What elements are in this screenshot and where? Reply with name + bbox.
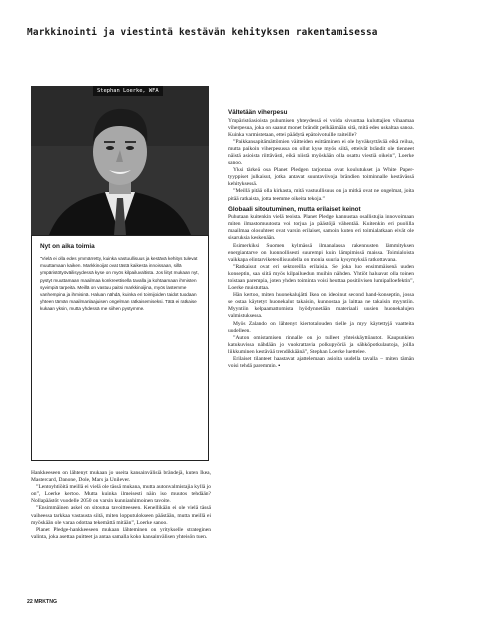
photo-caption: Stephan Loerke, WFA <box>93 86 163 96</box>
paragraph: ”Paikkansapitämättömien väitteiden esittäminen ei ole hyväksyttävää eikä reilua, mutta paikoin viherpesussa on ollut kyse myös siitä, etteivät brändit ole tienneet näistä asioista riittävästi, eikä niistä myöskään olla osattu viestiä oikein”, Loerke sanoo. <box>228 138 414 167</box>
paragraph: Esimerkiksi Suomen kylmässä ilmanalassa rakennusten lämmityksen energiantarve on luonnollisesti suurempi kuin lämpimissä maissa. Toimialoista vaikkapa elintarviketeollisuudella on monia suuria kysymyksiä ratkottavana. <box>228 242 414 263</box>
right-column <box>228 109 414 370</box>
quote-box <box>31 235 209 461</box>
paragraph: ”Lentoyhtiöitä meillä ei vielä ole tässä mukana, mutta autonvalmistajia kyllä jo on”, Loerke kertoo. Mutta kuinka ilmeisesti näin iso muutos tehdään? Nollapäästöt vuodelle 2050 on varsin kunnianhimoinen tavoite. <box>31 484 211 505</box>
paragraph: Hän kertoo, miten huonekalujätti Ikea on ideoinut second hand-konseptin, jossa se ostaa käytetyt huonekalut takaisin, kunnostaa ja laittaa ne takaisin myyntiin. Myyntiin kelpaamattomista hyödynnetään materiaali uusien huonekalujen valmistuksessa. <box>228 292 414 320</box>
portrait-illustration <box>31 86 209 235</box>
paragraph: Hankkeeseen on lähtenyt mukaan jo useita kansainvälisiä brändejä, kuten Ikea, Mastercard, Danone, Dole, Mars ja Unilever. <box>31 470 211 484</box>
paragraph: Erilaiset tilanteet haastavat ajattelemaan asioita uudella tavalla – miten tämän voisi tehdä paremmin. ▪ <box>228 356 414 370</box>
paragraph: ”Meillä pitää olla kirkasta, mitä vastuullisuus on ja mitkä ovat ne ongelmat, joita pitää ratkaista, jotta teemme oikeita tekoja.” <box>228 188 414 202</box>
page-footer: 22 MRKTNG <box>27 599 57 605</box>
paragraph: ”Ensimmäinen askel on sitoutua tavoitteeseen. Kenellikään ei ole vielä tässä vaiheessa tarkkaa vastausta siitä, miten lopputulokseen päästään, mutta meillä ei myöskään ole varaa odottaa tekemättä mitään”, Loerke sanoo. <box>31 505 211 526</box>
quote-heading: Nyt on aika toimia <box>40 243 95 250</box>
paragraph: Planet Pledge-hankkeeseen mukaan lähteminen on yritykselle strateginen valinta, joka asettaa puitteet ja antaa samalla koko kansainvälisen yhteisön tuen. <box>31 526 211 540</box>
paragraph: Yksi tärkeä osa Planet Pledgen tarjontaa ovat koulutukset ja White Paper-tyyppiset julkaisut, jotka antavat suuntaviivoja brändien toiminnalle kestävässä kehityksessä. <box>228 167 414 188</box>
paragraph: Myös Zalando on lähtenyt kiertotalouden tielle ja myy käytettyjä vaatteita uudelleen. <box>228 320 414 334</box>
section-heading: Vältetään viherpesu <box>228 109 288 116</box>
section-heading: Globaali sitoutuminen, mutta erilaiset keinot <box>228 205 361 213</box>
paragraph: ”Auton omistamisen rinnalle on jo tulleet yhteiskäyttöautot. Kaupunkien katukuvissa nähdään jo vuokrattavia polkupyöriä ja sähköpotkulautoja, joilla liikkuminen kestävää trendikkäänä”, Stephan Loerke luettelee. <box>228 334 414 355</box>
page-title: Markkinointi ja viestintä kestävän kehityksen rakentamisessa <box>27 27 378 38</box>
left-column <box>31 470 211 541</box>
paragraph: ”Ratkaisut ovat eri sektoreilla erilaisia. Se joka luo ensimmäisenä uuden konseptin, saa siitä myös kilpailuedun muihin nähden. Yhtiöt haluavat olla toinen toistaan parempia, joten yhden toiminta voisi heuttaa positiivisen lumipalloefektin”, Loerke muistuttaa. <box>228 263 414 292</box>
paragraph: Puhutaan kuitenkin vielä teoista. Planet Pledge kannustaa osallistujia innovoimaan miten ilmastomuutosta voi torjua ja päästöjä vähentää. Kuitenkin eri puolilla maailmaa olosuhteet ovat varsin erilaiset, samoin kuten eri toimialatkaan eivät ole sisaruksia keskenään. <box>228 214 414 242</box>
portrait-photo <box>31 86 209 235</box>
quote-body: ”Vielä ei olla edes ymmärretty, kuinka vastuullisuus ja kestävä kehitys tulevat muuttamaan kaiken. Markkinoijat ovat tästä kaikesta innoissaan, sillä ympäristötyöväilisyydessä kyse on myös kilpailuvaltista. Jos liityt mukaan nyt, pystyt muuttamaan maailmaa konkreettisella tavalla ja kohtaamaan ihmisten syvimpiä tarpeita. Meillä on vastuu paitsi markkinoijina, myös lastemme vanhempina ja ihmisinä. Haluan nähdä, kuinka eri toimijoiden taidot tuodaan yhteen tämän maailmanlaajuisen ongelman ratkaisemiseksi. Tätä ei ratkaise kukaan yksin, mutta yhdessä me siihen pystymme. <box>40 256 199 312</box>
paragraph: Ympäristöasioista puhumisen yhteydessä ei voida sivuuttaa kuluttajien vihaamaa viherpesua, joka on saanut monet brändit pelkäämään sitä, mitä edes uskaltaa sanoa. Kuinka varmistetaan, ettei päädytä epätoivotuille raiteille? <box>228 117 414 138</box>
